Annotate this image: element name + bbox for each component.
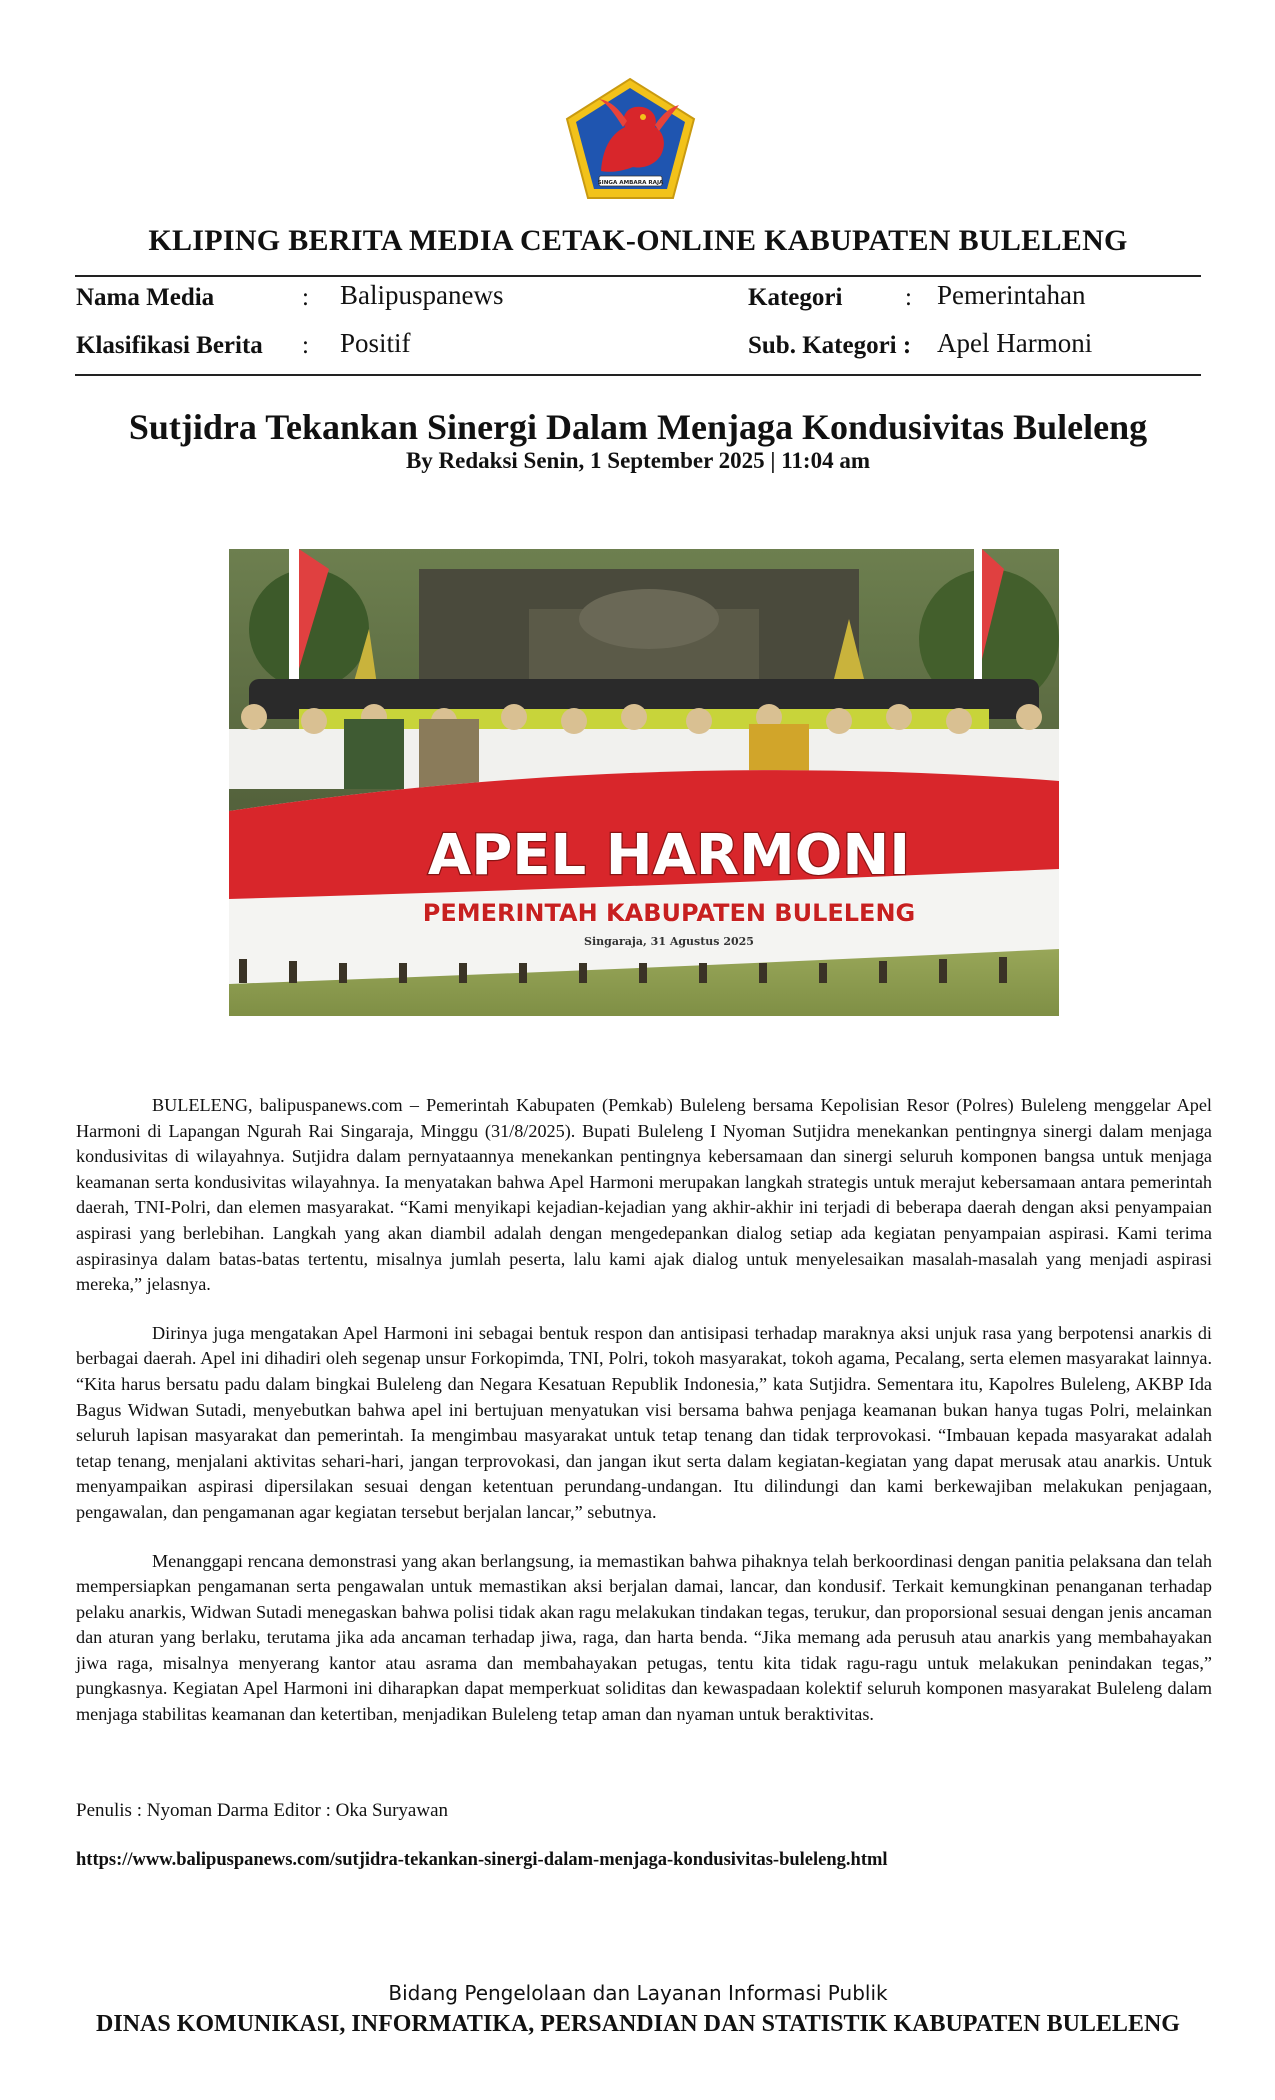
regency-logo <box>563 75 698 202</box>
banner-date: Singaraja, 31 Agustus 2025 <box>584 935 754 948</box>
source-url-link[interactable]: https://www.balipuspanews.com/sutjidra-tekankan-sinergi-dalam-menjaga-kondusivitas-buleleng.html <box>76 1850 888 1870</box>
sub-kategori-label: Sub. Kategori : <box>748 332 912 359</box>
banner-title: APEL HARMONI <box>427 823 911 888</box>
article-byline: By Redaksi Senin, 1 September 2025 | 11:04 am <box>405 448 871 473</box>
logo-motto: SINGA AMBARA RAJA <box>597 180 664 186</box>
kategori-value: Pemerintahan <box>937 280 1086 310</box>
nama-media-label: Nama Media <box>76 284 215 311</box>
nama-media-value: Balipuspanews <box>340 280 504 310</box>
sub-kategori-value: Apel Harmoni <box>937 328 1093 358</box>
kategori-colon: : <box>905 284 912 311</box>
footer-agency: DINAS KOMUNIKASI, INFORMATIKA, PERSANDIAN DAN STATISTIK KABUPATEN BULELENG <box>96 2011 1180 2037</box>
article-paragraph: Dirinya juga mengatakan Apel Harmoni ini sebagai bentuk respon dan antisipasi terhadap maraknya aksi unjuk rasa yang berpotensi anarkis di berbagai daerah. Apel ini dihadiri oleh segenap unsur Forkopimda, TNI, Polri, tokoh masyarakat, tokoh agama, Pecalang, serta elemen masyarakat lainnya. “Kita harus bersatu padu dalam bingkai Buleleng dan Negara Kesatuan Republik Indonesia,” kata Sutjidra. Sementara itu, Kapolres Buleleng, AKBP Ida Bagus Widwan Sutadi, menyebutkan bahwa apel ini bertujuan menyatukan visi bersama bahwa penjaga keamanan bukan hanya tugas Polri, melainkan seluruh lapisan masyarakat dan pemerintah. Ia mengimbau masyarakat untuk tetap tenang dan tidak terprovokasi. “Imbauan kepada masyarakat adalah tetap tenang, menjalani aktivitas sehari-hari, jangan terprovokasi, dan jangan ikut serta dalam kegiatan-kegiatan yang dapat merusak atau anarkis. Untuk menyampaikan aspirasi dipersilakan sesuai dengan ketentuan perundang-undangan. Itu dilindungi dan kami berkewajiban melakukan penjagaan, pengawalan, dan pengamanan agar kegiatan tersebut berjalan lancar,” sebutnya. <box>76 1322 1212 1522</box>
article-paragraph: Menanggapi rencana demonstrasi yang akan berlangsung, ia memastikan bahwa pihaknya telah berkoordinasi dengan panitia pelaksana dan telah mempersiapkan pengamanan serta pengawalan untuk memastikan aksi berjalan damai, lancar, dan kondusif. Terkait kemungkinan penanganan terhadap pelaku anarkis, Widwan Sutadi menegaskan bahwa polisi tidak akan ragu melakukan tindakan tegas, terukur, dan proporsional sesuai dengan jenis ancaman dan aturan yang berlaku, terutama jika ada ancaman terhadap jiwa, raga, dan harta benda. “Jika memang ada perusuh atau anarkis yang membahayakan jiwa raga, misalnya menyerang kantor atau asrama dan membahayakan petugas, tentu kita tidak ragu-ragu untuk melakukan penindakan tegas,” pungkasnya. Kegiatan Apel Harmoni ini diharapkan dapat memperkuat soliditas dan kewaspadaan kolektif seluruh komponen masyarakat Buleleng dalam menjaga stabilitas keamanan dan ketertiban, menjadikan Buleleng tetap aman dan nyaman untuk beraktivitas. <box>76 1550 1212 1725</box>
header-rule-bottom <box>75 374 1201 376</box>
article-paragraph: BULELENG, balipuspanews.com – Pemerintah Kabupaten (Pemkab) Buleleng bersama Kepolisian Resor (Polres) Buleleng menggelar Apel Harmoni di Lapangan Ngurah Rai Singaraja, Minggu (31/8/2025). Bupati Buleleng I Nyoman Sutjidra menekankan pentingnya sinergi dalam menjaga kondusivitas di wilayahnya. Sutjidra dalam pernyataannya menekankan pentingnya kebersamaan dan sinergi seluruh komponen bangsa untuk menjaga keamanan serta kondusivitas wilayahnya. Ia menyatakan bahwa Apel Harmoni merupakan langkah strategis untuk merajut kebersamaan antara pemerintah daerah, TNI-Polri, dan elemen masyarakat. “Kami menyikapi kejadian-kejadian yang akhir-akhir ini terjadi di beberapa daerah dengan aksi penyampaian aspirasi yang berlebihan. Langkah yang akan diambil adalah dengan mengedepankan dialog setiap ada kegiatan penyampaian aspirasi. Kami terima aspirasinya dalam batas-batas tertentu, misalnya jumlah peserta, lalu kami ajak dialog untuk menyelesaikan masalah-masalah yang menjadi aspirasi mereka,” jelasnya. <box>76 1095 1212 1295</box>
article-headline: Sutjidra Tekankan Sinergi Dalam Menjaga Kondusivitas Buleleng <box>128 407 1148 447</box>
kliping-title: KLIPING BERITA MEDIA CETAK-ONLINE KABUPATEN BULELENG <box>148 224 1128 257</box>
klasifikasi-colon: : <box>302 332 309 359</box>
article-body <box>76 1093 1212 1751</box>
article-credits: Penulis : Nyoman Darma Editor : Oka Suryawan <box>76 1800 449 1821</box>
nama-media-colon: : <box>302 284 309 311</box>
article-photo <box>229 549 1059 1016</box>
banner-subtitle: PEMERINTAH KABUPATEN BULELENG <box>422 899 916 927</box>
klasifikasi-label: Klasifikasi Berita <box>76 332 263 359</box>
klasifikasi-value: Positif <box>340 328 411 358</box>
kategori-label: Kategori <box>748 284 843 311</box>
footer-department: Bidang Pengelolaan dan Layanan Informasi Publik <box>388 1981 888 2005</box>
header-rule-top <box>75 275 1201 277</box>
